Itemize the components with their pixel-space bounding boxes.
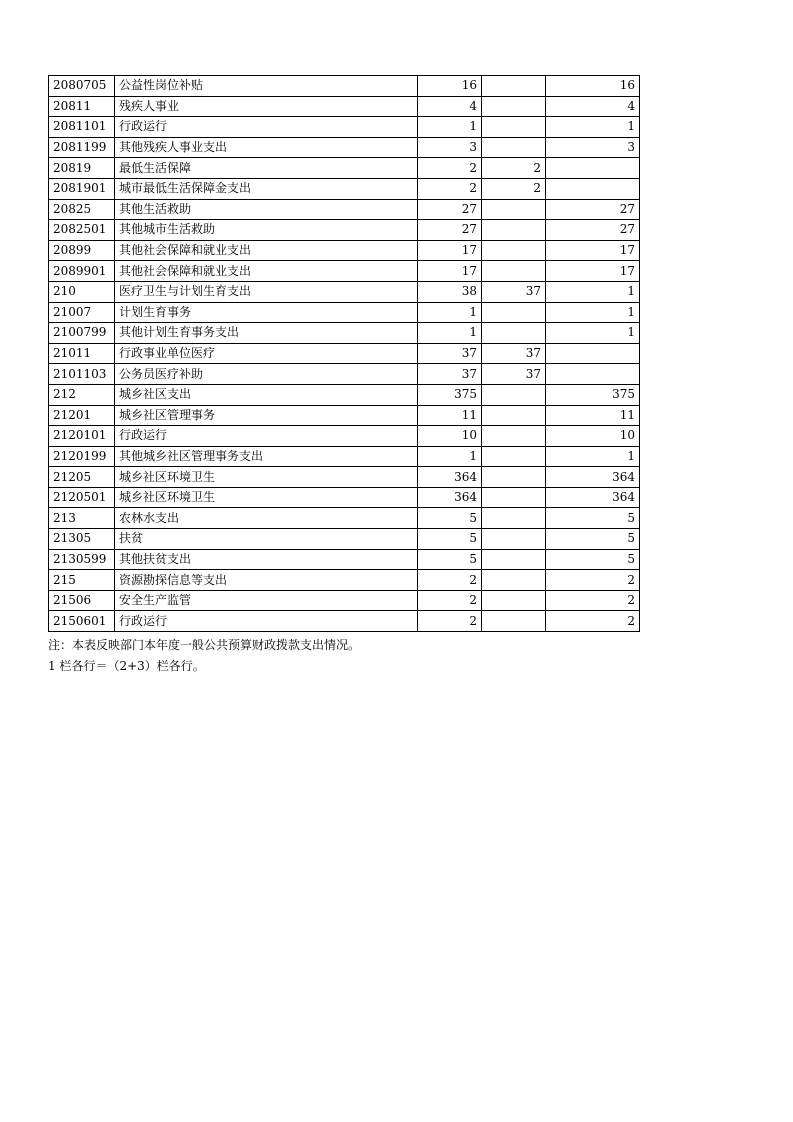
total-amount-cell: 4 bbox=[418, 96, 482, 117]
basic-expenditure-cell bbox=[482, 302, 546, 323]
total-amount-cell: 27 bbox=[418, 199, 482, 220]
total-amount-cell: 1 bbox=[418, 302, 482, 323]
subject-code-cell: 210 bbox=[49, 281, 115, 302]
subject-name-cell: 行政运行 bbox=[115, 117, 418, 138]
total-amount-cell: 37 bbox=[418, 343, 482, 364]
table-notes bbox=[48, 635, 360, 677]
project-expenditure-cell: 2 bbox=[546, 611, 640, 632]
basic-expenditure-cell bbox=[482, 508, 546, 529]
subject-name-cell: 其他社会保障和就业支出 bbox=[115, 240, 418, 261]
total-amount-cell: 3 bbox=[418, 137, 482, 158]
project-expenditure-cell: 4 bbox=[546, 96, 640, 117]
subject-name-cell: 其他残疾人事业支出 bbox=[115, 137, 418, 158]
table-row bbox=[49, 178, 640, 199]
project-expenditure-cell bbox=[546, 178, 640, 199]
total-amount-cell: 17 bbox=[418, 240, 482, 261]
basic-expenditure-cell: 2 bbox=[482, 178, 546, 199]
subject-name-cell: 行政运行 bbox=[115, 426, 418, 447]
subject-code-cell: 21007 bbox=[49, 302, 115, 323]
total-amount-cell: 1 bbox=[418, 446, 482, 467]
project-expenditure-cell: 2 bbox=[546, 590, 640, 611]
basic-expenditure-cell: 37 bbox=[482, 364, 546, 385]
subject-name-cell: 医疗卫生与计划生育支出 bbox=[115, 281, 418, 302]
subject-name-cell: 城乡社区支出 bbox=[115, 384, 418, 405]
project-expenditure-cell bbox=[546, 343, 640, 364]
basic-expenditure-cell bbox=[482, 570, 546, 591]
table-row bbox=[49, 281, 640, 302]
total-amount-cell: 16 bbox=[418, 76, 482, 97]
table-row bbox=[49, 611, 640, 632]
project-expenditure-cell: 1 bbox=[546, 117, 640, 138]
project-expenditure-cell: 1 bbox=[546, 446, 640, 467]
total-amount-cell: 38 bbox=[418, 281, 482, 302]
subject-name-cell: 资源勘探信息等支出 bbox=[115, 570, 418, 591]
project-expenditure-cell: 27 bbox=[546, 220, 640, 241]
subject-name-cell: 其他计划生育事务支出 bbox=[115, 323, 418, 344]
total-amount-cell: 10 bbox=[418, 426, 482, 447]
table-row bbox=[49, 467, 640, 488]
subject-code-cell: 20825 bbox=[49, 199, 115, 220]
table-row bbox=[49, 426, 640, 447]
basic-expenditure-cell: 2 bbox=[482, 158, 546, 179]
subject-name-cell: 扶贫 bbox=[115, 529, 418, 550]
subject-code-cell: 2120501 bbox=[49, 487, 115, 508]
total-amount-cell: 5 bbox=[418, 508, 482, 529]
project-expenditure-cell: 375 bbox=[546, 384, 640, 405]
subject-code-cell: 21205 bbox=[49, 467, 115, 488]
table-row bbox=[49, 240, 640, 261]
project-expenditure-cell: 5 bbox=[546, 529, 640, 550]
subject-code-cell: 2081101 bbox=[49, 117, 115, 138]
project-expenditure-cell: 364 bbox=[546, 467, 640, 488]
project-expenditure-cell: 16 bbox=[546, 76, 640, 97]
basic-expenditure-cell bbox=[482, 611, 546, 632]
table-row bbox=[49, 261, 640, 282]
project-expenditure-cell: 2 bbox=[546, 570, 640, 591]
budget-expenditure-table bbox=[48, 75, 640, 632]
total-amount-cell: 37 bbox=[418, 364, 482, 385]
subject-code-cell: 2080705 bbox=[49, 76, 115, 97]
total-amount-cell: 17 bbox=[418, 261, 482, 282]
table-row bbox=[49, 220, 640, 241]
subject-code-cell: 21506 bbox=[49, 590, 115, 611]
subject-code-cell: 213 bbox=[49, 508, 115, 529]
subject-name-cell: 行政运行 bbox=[115, 611, 418, 632]
subject-code-cell: 2120199 bbox=[49, 446, 115, 467]
table-row bbox=[49, 343, 640, 364]
total-amount-cell: 2 bbox=[418, 178, 482, 199]
subject-name-cell: 残疾人事业 bbox=[115, 96, 418, 117]
table-row bbox=[49, 302, 640, 323]
subject-name-cell: 其他城市生活救助 bbox=[115, 220, 418, 241]
subject-code-cell: 20819 bbox=[49, 158, 115, 179]
table-row bbox=[49, 158, 640, 179]
table-row bbox=[49, 384, 640, 405]
basic-expenditure-cell bbox=[482, 529, 546, 550]
project-expenditure-cell: 27 bbox=[546, 199, 640, 220]
subject-name-cell: 城乡社区管理事务 bbox=[115, 405, 418, 426]
subject-code-cell: 2081199 bbox=[49, 137, 115, 158]
subject-code-cell: 212 bbox=[49, 384, 115, 405]
table-row bbox=[49, 96, 640, 117]
table-row bbox=[49, 76, 640, 97]
subject-name-cell: 农林水支出 bbox=[115, 508, 418, 529]
basic-expenditure-cell bbox=[482, 199, 546, 220]
note-line-2: 1 栏各行＝（2+3）栏各行。 bbox=[48, 659, 205, 673]
subject-code-cell: 215 bbox=[49, 570, 115, 591]
subject-code-cell: 20811 bbox=[49, 96, 115, 117]
subject-name-cell: 公益性岗位补贴 bbox=[115, 76, 418, 97]
subject-name-cell: 行政事业单位医疗 bbox=[115, 343, 418, 364]
basic-expenditure-cell bbox=[482, 446, 546, 467]
total-amount-cell: 1 bbox=[418, 323, 482, 344]
table-row bbox=[49, 137, 640, 158]
subject-name-cell: 其他扶贫支出 bbox=[115, 549, 418, 570]
basic-expenditure-cell bbox=[482, 137, 546, 158]
project-expenditure-cell: 3 bbox=[546, 137, 640, 158]
table-row bbox=[49, 570, 640, 591]
basic-expenditure-cell bbox=[482, 549, 546, 570]
basic-expenditure-cell bbox=[482, 384, 546, 405]
note-line-1: 注：本表反映部门本年度一般公共预算财政拨款支出情况。 bbox=[48, 638, 361, 652]
project-expenditure-cell: 1 bbox=[546, 281, 640, 302]
table-row bbox=[49, 529, 640, 550]
total-amount-cell: 2 bbox=[418, 158, 482, 179]
basic-expenditure-cell bbox=[482, 220, 546, 241]
total-amount-cell: 2 bbox=[418, 570, 482, 591]
project-expenditure-cell: 5 bbox=[546, 549, 640, 570]
basic-expenditure-cell: 37 bbox=[482, 281, 546, 302]
basic-expenditure-cell bbox=[482, 467, 546, 488]
subject-code-cell: 2130599 bbox=[49, 549, 115, 570]
basic-expenditure-cell bbox=[482, 426, 546, 447]
project-expenditure-cell: 1 bbox=[546, 302, 640, 323]
subject-code-cell: 21201 bbox=[49, 405, 115, 426]
basic-expenditure-cell bbox=[482, 590, 546, 611]
subject-name-cell: 其他生活救助 bbox=[115, 199, 418, 220]
subject-code-cell: 2150601 bbox=[49, 611, 115, 632]
project-expenditure-cell bbox=[546, 364, 640, 385]
table-row bbox=[49, 117, 640, 138]
basic-expenditure-cell bbox=[482, 261, 546, 282]
table-row bbox=[49, 590, 640, 611]
subject-name-cell: 公务员医疗补助 bbox=[115, 364, 418, 385]
table-row bbox=[49, 323, 640, 344]
project-expenditure-cell: 10 bbox=[546, 426, 640, 447]
basic-expenditure-cell bbox=[482, 117, 546, 138]
subject-code-cell: 20899 bbox=[49, 240, 115, 261]
subject-name-cell: 计划生育事务 bbox=[115, 302, 418, 323]
total-amount-cell: 364 bbox=[418, 467, 482, 488]
basic-expenditure-cell: 37 bbox=[482, 343, 546, 364]
basic-expenditure-cell bbox=[482, 323, 546, 344]
project-expenditure-cell: 17 bbox=[546, 261, 640, 282]
subject-code-cell: 2101103 bbox=[49, 364, 115, 385]
table-row bbox=[49, 446, 640, 467]
basic-expenditure-cell bbox=[482, 240, 546, 261]
basic-expenditure-cell bbox=[482, 405, 546, 426]
total-amount-cell: 5 bbox=[418, 529, 482, 550]
table-row bbox=[49, 405, 640, 426]
project-expenditure-cell: 364 bbox=[546, 487, 640, 508]
table-row bbox=[49, 549, 640, 570]
project-expenditure-cell: 11 bbox=[546, 405, 640, 426]
subject-name-cell: 其他社会保障和就业支出 bbox=[115, 261, 418, 282]
subject-name-cell: 城市最低生活保障金支出 bbox=[115, 178, 418, 199]
subject-code-cell: 21305 bbox=[49, 529, 115, 550]
subject-name-cell: 城乡社区环境卫生 bbox=[115, 487, 418, 508]
project-expenditure-cell: 1 bbox=[546, 323, 640, 344]
total-amount-cell: 1 bbox=[418, 117, 482, 138]
table-row bbox=[49, 508, 640, 529]
total-amount-cell: 364 bbox=[418, 487, 482, 508]
subject-name-cell: 安全生产监管 bbox=[115, 590, 418, 611]
project-expenditure-cell bbox=[546, 158, 640, 179]
basic-expenditure-cell bbox=[482, 76, 546, 97]
total-amount-cell: 5 bbox=[418, 549, 482, 570]
total-amount-cell: 375 bbox=[418, 384, 482, 405]
subject-code-cell: 2120101 bbox=[49, 426, 115, 447]
basic-expenditure-cell bbox=[482, 96, 546, 117]
total-amount-cell: 27 bbox=[418, 220, 482, 241]
total-amount-cell: 11 bbox=[418, 405, 482, 426]
table-body bbox=[49, 76, 640, 632]
subject-code-cell: 2089901 bbox=[49, 261, 115, 282]
table-row bbox=[49, 199, 640, 220]
project-expenditure-cell: 17 bbox=[546, 240, 640, 261]
subject-name-cell: 城乡社区环境卫生 bbox=[115, 467, 418, 488]
total-amount-cell: 2 bbox=[418, 611, 482, 632]
project-expenditure-cell: 5 bbox=[546, 508, 640, 529]
subject-code-cell: 21011 bbox=[49, 343, 115, 364]
subject-name-cell: 最低生活保障 bbox=[115, 158, 418, 179]
basic-expenditure-cell bbox=[482, 487, 546, 508]
table-row bbox=[49, 487, 640, 508]
subject-code-cell: 2082501 bbox=[49, 220, 115, 241]
subject-code-cell: 2081901 bbox=[49, 178, 115, 199]
subject-name-cell: 其他城乡社区管理事务支出 bbox=[115, 446, 418, 467]
subject-code-cell: 2100799 bbox=[49, 323, 115, 344]
table-row bbox=[49, 364, 640, 385]
total-amount-cell: 2 bbox=[418, 590, 482, 611]
